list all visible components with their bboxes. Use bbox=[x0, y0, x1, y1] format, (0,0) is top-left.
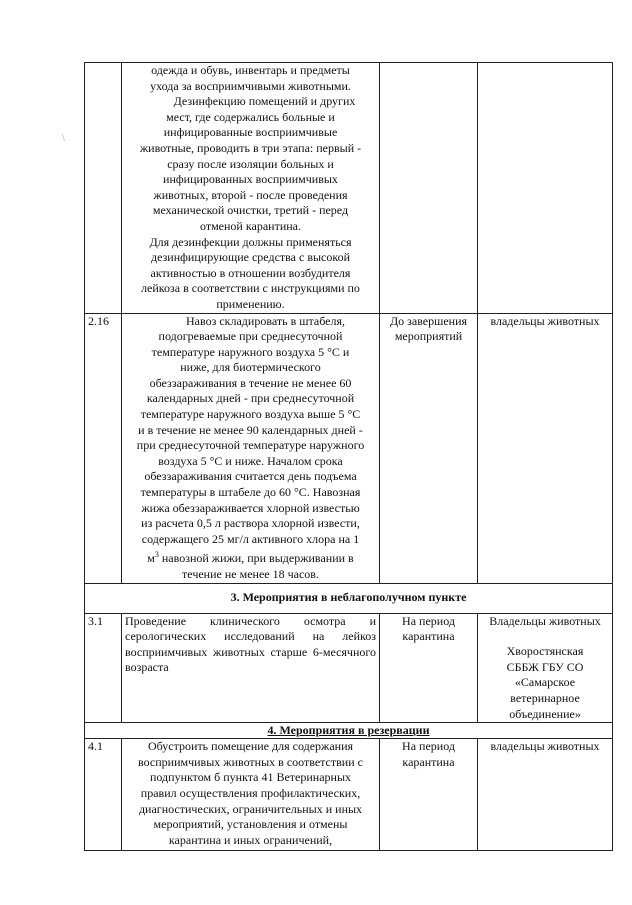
text-line: при среднесуточной температуре наружного bbox=[136, 438, 365, 453]
text-line: воздуха 5 °С и ниже. Началом срока bbox=[158, 453, 343, 468]
text-line: течение не менее 18 часов. bbox=[182, 567, 319, 581]
text-line: ухода за восприимчивыми животными. bbox=[150, 78, 351, 93]
text-line: одежда и обувь, инвентарь и предметы bbox=[151, 63, 350, 77]
section-header-row bbox=[85, 723, 613, 739]
cell-responsible bbox=[478, 613, 613, 723]
cell-number: 3.1 bbox=[85, 613, 122, 723]
cell-responsible: владельцы животных bbox=[478, 313, 613, 583]
text-line: календарных дней - при среднесуточной bbox=[146, 391, 355, 406]
cell-measure-text bbox=[122, 739, 380, 851]
table-row-4-1 bbox=[85, 739, 613, 851]
table-row-2-16 bbox=[85, 313, 613, 583]
text-line: восприимчивых животных в соответствии с bbox=[138, 754, 363, 769]
spacer bbox=[481, 629, 609, 644]
cell-measure-text bbox=[122, 63, 380, 314]
text-line: подогреваемые при среднесуточной bbox=[158, 329, 343, 344]
cell-deadline: На период карантина bbox=[380, 739, 478, 851]
superscript: 3 bbox=[154, 550, 159, 560]
text-line: Навоз складировать в штабеля, bbox=[186, 313, 345, 328]
text-line: температуры в штабеле до 60 °С. Навозная bbox=[140, 485, 361, 500]
text-line: содержащего 25 мг/л активного хлора на 1 bbox=[141, 531, 360, 546]
text-line: диагностических, ограничительных и иных bbox=[138, 801, 363, 816]
text-line: инфицированных восприимчивых bbox=[163, 172, 338, 187]
scan-mark: \ bbox=[62, 133, 65, 144]
text-line: механической очистки, третий - перед bbox=[152, 203, 349, 218]
text-line: мероприятий, установления и отмены bbox=[153, 817, 348, 832]
cell-number: 2.16 bbox=[85, 313, 122, 583]
text-line: лейкоза в соответствии с инструкциями по bbox=[141, 281, 360, 296]
text-line: Обустроить помещение для содержания bbox=[147, 739, 354, 754]
table-row-continuation bbox=[85, 63, 613, 314]
text-line: инфицированные восприимчивые bbox=[163, 125, 338, 140]
text-line: правил осуществления профилактических, bbox=[140, 785, 361, 800]
text-line: температуре наружного воздуха 5 °С и bbox=[151, 344, 350, 359]
text-line: из расчета 0,5 л раствора хлорной извести, bbox=[141, 516, 360, 531]
text-line: и в течение не менее 90 календарных дней - bbox=[138, 422, 363, 437]
text-line: мест, где содержались больные и bbox=[166, 109, 335, 124]
cell-deadline: На период карантина bbox=[380, 613, 478, 723]
text-line bbox=[125, 547, 376, 567]
text-line: применению. bbox=[216, 296, 285, 311]
responsible-vet-station: Хворостянская СББЖ ГБУ СО «Самарское ветеринарное объединение» bbox=[506, 644, 584, 721]
text-line: ниже, для биотермического bbox=[180, 360, 321, 375]
section-header-row bbox=[85, 583, 613, 613]
text-line: дезинфицирующие средства с высокой bbox=[150, 250, 351, 265]
cell-deadline bbox=[380, 63, 478, 314]
text-line: животных, второй - после проведения bbox=[153, 187, 348, 202]
cell-deadline: До завершения мероприятий bbox=[380, 313, 478, 583]
text-line: обеззараживания считается день подъема bbox=[144, 469, 357, 484]
table-row-3-1 bbox=[85, 613, 613, 723]
measures-table bbox=[84, 62, 613, 851]
cell-number bbox=[85, 63, 122, 314]
text-line: животные, проводить в три этапа: первый - bbox=[139, 140, 362, 155]
section-title: 4. Мероприятия в резервации bbox=[85, 723, 613, 739]
text-line: сразу после изоляции больных и bbox=[167, 156, 334, 171]
text-line: обеззараживания в течение не менее 60 bbox=[149, 375, 352, 390]
text-line: Для дезинфекции должны применяться bbox=[149, 234, 352, 249]
text-line: температуре наружного воздуха выше 5 °С bbox=[140, 407, 361, 422]
cell-number: 4.1 bbox=[85, 739, 122, 851]
cell-responsible: владельцы животных bbox=[478, 739, 613, 851]
responsible-owners: Владельцы животных bbox=[489, 613, 601, 628]
cell-responsible bbox=[478, 63, 613, 314]
cell-measure-text: Проведение клинического осмотра и серологических исследований на лейкоз восприимчивых животных старше 6-месячного возраста bbox=[122, 613, 380, 723]
text-line: активностью в отношении возбудителя bbox=[150, 265, 351, 280]
text-fragment: навозной жижи, при выдерживании в bbox=[158, 551, 354, 566]
text-line: жижа обеззараживается хлорной известью bbox=[141, 500, 360, 515]
cell-measure-text bbox=[122, 313, 380, 583]
text-line: Дезинфекцию помещений и других bbox=[173, 94, 356, 109]
section-title: 3. Мероприятия в неблагополучном пункте bbox=[85, 583, 613, 613]
unit-text: м bbox=[147, 551, 155, 566]
text-line: отменой карантина. bbox=[200, 218, 301, 233]
text-line: карантина и иных ограничений, bbox=[168, 832, 333, 847]
text-line: подпунктом б пункта 41 Ветеринарных bbox=[149, 770, 352, 785]
